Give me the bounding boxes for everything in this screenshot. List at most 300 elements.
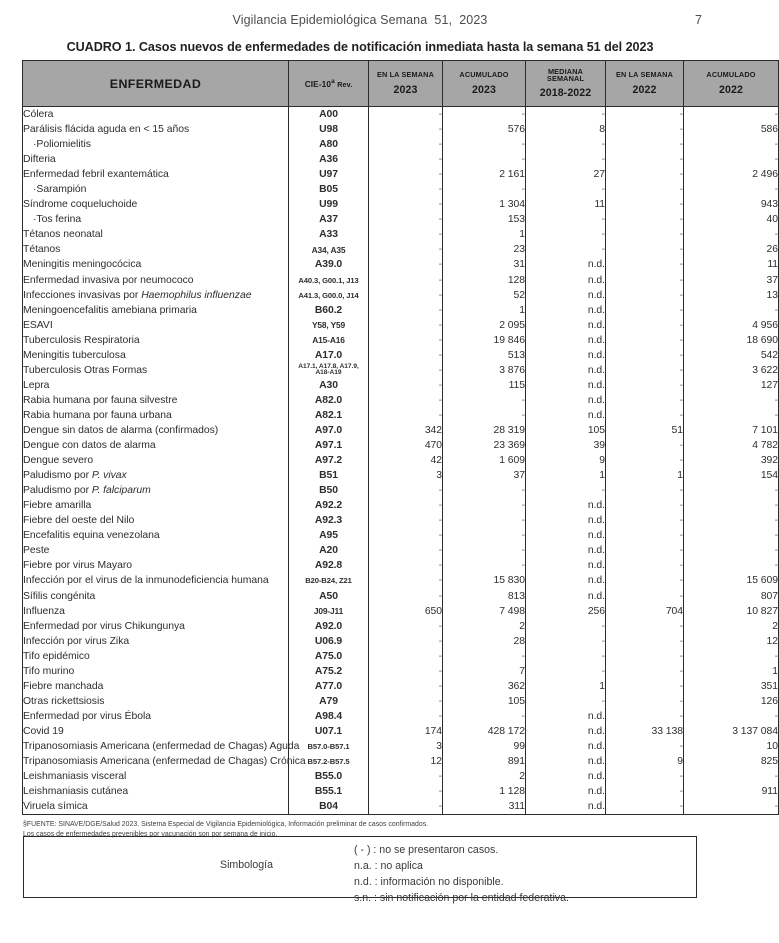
cell-semana-2022: - bbox=[606, 784, 684, 799]
cell-semana-2023: - bbox=[369, 152, 443, 167]
cell-semana-2023: - bbox=[369, 679, 443, 694]
table-row bbox=[23, 769, 779, 784]
cie10-code: B55.1 bbox=[314, 786, 343, 798]
cell-cie10-code bbox=[289, 634, 369, 649]
cell-cie10-code bbox=[289, 709, 369, 724]
cell-acumulado-2022: 154 bbox=[684, 468, 779, 483]
cell-acumulado-2023: 99 bbox=[443, 739, 526, 754]
cell-acumulado-2022: 542 bbox=[684, 348, 779, 363]
cell-enfermedad bbox=[23, 333, 289, 348]
cell-semana-2023: 342 bbox=[369, 423, 443, 438]
cell-acumulado-2022: - bbox=[684, 799, 779, 815]
cell-semana-2022: - bbox=[606, 483, 684, 498]
cell-semana-2022: - bbox=[606, 408, 684, 423]
cell-cie10-code bbox=[289, 122, 369, 137]
table-row bbox=[23, 543, 779, 558]
cell-acumulado-2023: 23 369 bbox=[443, 438, 526, 453]
cell-acumulado-2022: - bbox=[684, 227, 779, 242]
running-head-title: Vigilancia Epidemiológica Semana 51, 2023 bbox=[232, 13, 488, 27]
cell-semana-2023: - bbox=[369, 799, 443, 815]
cell-enfermedad bbox=[23, 498, 289, 513]
cell-semana-2022: - bbox=[606, 288, 684, 303]
cell-semana-2023: 470 bbox=[369, 438, 443, 453]
cell-semana-2022: - bbox=[606, 152, 684, 167]
enfermedad-label: Enfermedad por virus Ébola bbox=[23, 710, 152, 722]
cell-semana-2022: - bbox=[606, 664, 684, 679]
cell-cie10-code bbox=[289, 664, 369, 679]
table-row bbox=[23, 724, 779, 739]
cell-mediana-semanal: - bbox=[526, 137, 606, 152]
cell-cie10-code bbox=[289, 318, 369, 333]
table-row bbox=[23, 408, 779, 423]
cell-semana-2023: - bbox=[369, 589, 443, 604]
cell-acumulado-2022: 586 bbox=[684, 122, 779, 137]
page-number: 7 bbox=[695, 13, 702, 27]
cell-mediana-semanal: n.d. bbox=[526, 318, 606, 333]
cie10-code: A92.8 bbox=[314, 560, 343, 572]
cie10-code: A34, A35 bbox=[311, 244, 346, 255]
cell-semana-2023: - bbox=[369, 182, 443, 197]
cell-mediana-semanal: 1 bbox=[526, 679, 606, 694]
cell-acumulado-2023: 813 bbox=[443, 589, 526, 604]
col-header-mediana-line1: MEDIANA bbox=[547, 66, 584, 76]
cell-acumulado-2022: - bbox=[684, 408, 779, 423]
cie10-code: A00 bbox=[319, 109, 338, 121]
enfermedad-label: Infección por virus Zika bbox=[23, 635, 130, 647]
cell-cie10-code bbox=[289, 498, 369, 513]
table-row bbox=[23, 348, 779, 363]
enfermedad-label: ·Poliomielitis bbox=[33, 139, 91, 151]
cie10-code: A40.3, G00.1, J13 bbox=[298, 275, 359, 285]
cell-acumulado-2023: 153 bbox=[443, 212, 526, 227]
col-header-semana-2023-line1: EN LA SEMANA bbox=[376, 69, 435, 79]
cell-semana-2022: - bbox=[606, 438, 684, 453]
cell-acumulado-2022: 40 bbox=[684, 212, 779, 227]
cell-acumulado-2022: 825 bbox=[684, 754, 779, 769]
cell-mediana-semanal: 9 bbox=[526, 453, 606, 468]
cell-cie10-code bbox=[289, 799, 369, 815]
legend-items bbox=[354, 842, 569, 906]
cie10-code: B20-B24, Z21 bbox=[305, 576, 352, 586]
enfermedad-label: Tuberculosis Otras Formas bbox=[23, 364, 148, 376]
cell-semana-2022: - bbox=[606, 107, 684, 123]
cell-acumulado-2022: 1 bbox=[684, 664, 779, 679]
cie10-code: U97 bbox=[319, 169, 338, 181]
cell-semana-2022: 9 bbox=[606, 754, 684, 769]
cie10-code: A77.0 bbox=[314, 680, 343, 692]
cell-acumulado-2022: - bbox=[684, 543, 779, 558]
enfermedad-label: Viruela símica bbox=[23, 801, 88, 813]
cie10-code: Y58, Y59 bbox=[311, 320, 346, 331]
cell-acumulado-2023: 31 bbox=[443, 257, 526, 272]
table-row bbox=[23, 453, 779, 468]
cell-cie10-code bbox=[289, 107, 369, 123]
cell-acumulado-2023: 115 bbox=[443, 378, 526, 393]
enfermedad-label: Infecciones invasivas por bbox=[23, 289, 142, 301]
cell-acumulado-2023: 7 498 bbox=[443, 604, 526, 619]
cell-mediana-semanal: - bbox=[526, 152, 606, 167]
enfermedad-label: Meningoencefalitis amebiana primaria bbox=[23, 304, 197, 316]
cell-semana-2023: 42 bbox=[369, 453, 443, 468]
cell-acumulado-2023: 2 161 bbox=[443, 167, 526, 182]
cell-acumulado-2022: - bbox=[684, 769, 779, 784]
cell-enfermedad bbox=[23, 468, 289, 483]
cell-semana-2022: - bbox=[606, 634, 684, 649]
enfermedad-label: Tétanos bbox=[23, 244, 61, 256]
cell-mediana-semanal: n.d. bbox=[526, 573, 606, 588]
cell-acumulado-2023: 23 bbox=[443, 242, 526, 257]
cell-semana-2022: - bbox=[606, 498, 684, 513]
cell-semana-2023: - bbox=[369, 513, 443, 528]
cell-enfermedad bbox=[23, 273, 289, 288]
cell-cie10-code bbox=[289, 152, 369, 167]
cell-semana-2023: - bbox=[369, 318, 443, 333]
cell-mediana-semanal: n.d. bbox=[526, 498, 606, 513]
enfermedad-label: Síndrome coqueluchoide bbox=[23, 199, 138, 211]
cie10-code: A75.2 bbox=[314, 665, 343, 677]
cell-semana-2022: - bbox=[606, 513, 684, 528]
cell-cie10-code bbox=[289, 167, 369, 182]
enfermedad-label: Cólera bbox=[23, 109, 54, 121]
cie10-code: A98.4 bbox=[314, 710, 343, 722]
cell-semana-2023: - bbox=[369, 619, 443, 634]
cell-mediana-semanal: 11 bbox=[526, 197, 606, 212]
cie10-code: A97.2 bbox=[314, 455, 343, 467]
cie10-code: A92.0 bbox=[314, 620, 343, 632]
cell-semana-2022: - bbox=[606, 182, 684, 197]
cell-acumulado-2023: 2 095 bbox=[443, 318, 526, 333]
cell-semana-2022: - bbox=[606, 197, 684, 212]
cell-cie10-code bbox=[289, 468, 369, 483]
enfermedad-label: Infección por el virus de la inmunodeficiencia humana bbox=[23, 575, 269, 587]
cell-acumulado-2022: - bbox=[684, 303, 779, 318]
cell-enfermedad bbox=[23, 483, 289, 498]
table-body bbox=[23, 107, 779, 815]
col-header-semana-2023-line2: 2023 bbox=[393, 83, 418, 96]
enfermedad-label: Fiebre manchada bbox=[23, 680, 104, 692]
cell-enfermedad bbox=[23, 513, 289, 528]
cell-enfermedad bbox=[23, 754, 306, 769]
cie10-code: A33 bbox=[319, 229, 338, 241]
cell-enfermedad bbox=[23, 167, 289, 182]
table-row bbox=[23, 528, 779, 543]
table-row bbox=[23, 649, 779, 664]
cell-acumulado-2022: 3 622 bbox=[684, 363, 779, 378]
cie10-code-line2: A18-A19 bbox=[315, 369, 342, 377]
cell-semana-2023: - bbox=[369, 212, 443, 227]
cell-semana-2023: - bbox=[369, 197, 443, 212]
cell-semana-2022: 33 138 bbox=[606, 724, 684, 739]
cell-cie10-code bbox=[289, 513, 369, 528]
table-row bbox=[23, 393, 779, 408]
cell-acumulado-2022: - bbox=[684, 182, 779, 197]
enfermedad-label: Leishmaniasis cutánea bbox=[23, 786, 129, 798]
cell-acumulado-2022: 807 bbox=[684, 589, 779, 604]
col-header-acumulado-2022 bbox=[684, 61, 779, 107]
cell-cie10-code bbox=[289, 378, 369, 393]
cell-enfermedad bbox=[23, 137, 289, 152]
cell-enfermedad bbox=[23, 724, 289, 739]
cell-cie10-code bbox=[289, 197, 369, 212]
cell-cie10-code bbox=[289, 242, 369, 257]
cell-acumulado-2023: - bbox=[443, 393, 526, 408]
cell-acumulado-2023: - bbox=[443, 543, 526, 558]
footnote-source: §FUENTE: SINAVE/DGE/Salud 2023. Sistema Especial de Vigilancia Epidemiológica, Información preliminar de casos confirmados. bbox=[23, 821, 429, 828]
cell-acumulado-2023: 1 128 bbox=[443, 784, 526, 799]
cell-mediana-semanal: - bbox=[526, 242, 606, 257]
cell-semana-2022: 51 bbox=[606, 423, 684, 438]
cell-semana-2022: - bbox=[606, 589, 684, 604]
cell-semana-2022: - bbox=[606, 528, 684, 543]
table-row bbox=[23, 423, 779, 438]
diseases-table bbox=[22, 60, 779, 815]
cell-semana-2023: - bbox=[369, 543, 443, 558]
legend-item: ( - ) : no se presentaron casos. bbox=[354, 844, 499, 856]
cell-enfermedad bbox=[23, 363, 289, 378]
cell-semana-2022: - bbox=[606, 212, 684, 227]
cell-acumulado-2023: 576 bbox=[443, 122, 526, 137]
table-row bbox=[23, 242, 779, 257]
cell-mediana-semanal: n.d. bbox=[526, 528, 606, 543]
enfermedad-label: Rabia humana por fauna urbana bbox=[23, 409, 172, 421]
cell-cie10-code bbox=[289, 694, 369, 709]
legend-item: n.d. : información no disponible. bbox=[354, 876, 504, 889]
cell-mediana-semanal: n.d. bbox=[526, 754, 606, 769]
cell-cie10-code bbox=[289, 453, 369, 468]
cell-acumulado-2022: - bbox=[684, 107, 779, 123]
table-row bbox=[23, 107, 779, 123]
cell-cie10-code bbox=[289, 604, 369, 619]
table-row bbox=[23, 167, 779, 182]
col-header-cie10 bbox=[289, 61, 369, 107]
cell-mediana-semanal: n.d. bbox=[526, 558, 606, 573]
cell-semana-2022: - bbox=[606, 167, 684, 182]
cell-acumulado-2022: 911 bbox=[684, 784, 779, 799]
cell-acumulado-2023: - bbox=[443, 528, 526, 543]
cell-semana-2022: - bbox=[606, 363, 684, 378]
legend-box bbox=[23, 836, 697, 905]
cell-acumulado-2022: - bbox=[684, 498, 779, 513]
cell-acumulado-2023: 1 bbox=[443, 303, 526, 318]
col-header-acumulado-2022-line2: 2022 bbox=[719, 83, 743, 96]
table-row bbox=[23, 318, 779, 333]
cell-semana-2022: - bbox=[606, 694, 684, 709]
cell-semana-2022: - bbox=[606, 558, 684, 573]
cell-semana-2022: - bbox=[606, 799, 684, 815]
enfermedad-label: Tétanos neonatal bbox=[23, 229, 103, 241]
cell-enfermedad bbox=[23, 573, 289, 588]
cell-semana-2022: - bbox=[606, 257, 684, 272]
cell-semana-2022: - bbox=[606, 227, 684, 242]
enfermedad-label: Sífilis congénita bbox=[23, 590, 96, 602]
cell-acumulado-2022: 943 bbox=[684, 197, 779, 212]
cell-acumulado-2022: - bbox=[684, 709, 779, 724]
cell-mediana-semanal: 1 bbox=[526, 468, 606, 483]
enfermedad-label: Leishmaniasis visceral bbox=[23, 771, 127, 783]
table-row bbox=[23, 288, 779, 303]
table-row bbox=[23, 679, 779, 694]
cell-cie10-code bbox=[289, 558, 369, 573]
cie10-code: A39.0 bbox=[314, 259, 343, 271]
cell-acumulado-2023: 28 bbox=[443, 634, 526, 649]
cell-semana-2023: - bbox=[369, 137, 443, 152]
cell-mediana-semanal: 256 bbox=[526, 604, 606, 619]
cell-acumulado-2023: 513 bbox=[443, 348, 526, 363]
cell-semana-2022: - bbox=[606, 318, 684, 333]
cie-label: CIE-10 bbox=[304, 78, 332, 89]
cell-semana-2023: - bbox=[369, 363, 443, 378]
cie-rev-label: Rev. bbox=[337, 79, 353, 89]
cell-acumulado-2023: 19 846 bbox=[443, 333, 526, 348]
enfermedad-label: Tifo epidémico bbox=[23, 650, 90, 662]
cell-acumulado-2023: 128 bbox=[443, 273, 526, 288]
cell-acumulado-2022: 392 bbox=[684, 453, 779, 468]
table-row bbox=[23, 363, 779, 378]
cell-enfermedad bbox=[23, 784, 289, 799]
table-row bbox=[23, 212, 779, 227]
cie10-code: B57.0-B57.1 bbox=[307, 741, 350, 751]
cell-mediana-semanal: n.d. bbox=[526, 589, 606, 604]
cell-acumulado-2023: 1 bbox=[443, 227, 526, 242]
enfermedad-label: Influenza bbox=[23, 605, 65, 617]
table-row bbox=[23, 152, 779, 167]
cie10-code: U06.9 bbox=[314, 635, 343, 647]
enfermedad-label: Covid 19 bbox=[23, 725, 64, 737]
cell-enfermedad bbox=[23, 348, 289, 363]
enfermedad-label: Rabia humana por fauna silvestre bbox=[23, 394, 178, 406]
cell-mediana-semanal: 8 bbox=[526, 122, 606, 137]
enfermedad-label: Tifo murino bbox=[23, 665, 75, 677]
cell-cie10-code bbox=[289, 212, 369, 227]
cell-cie10-code bbox=[289, 288, 369, 303]
cell-cie10-code bbox=[289, 227, 369, 242]
cell-acumulado-2022: 18 690 bbox=[684, 333, 779, 348]
footnote-vaccine-note: Los casos de enfermedades prevenibles por vacunación son por semana de inicio. bbox=[23, 830, 278, 838]
cell-enfermedad bbox=[23, 182, 289, 197]
cie10-code: B04 bbox=[319, 801, 338, 813]
enfermedad-label: Paludismo por bbox=[23, 485, 92, 497]
cell-enfermedad bbox=[23, 694, 289, 709]
cell-mediana-semanal: n.d. bbox=[526, 513, 606, 528]
cie10-code: A97.0 bbox=[314, 425, 343, 436]
running-head bbox=[0, 13, 720, 33]
cell-acumulado-2022: - bbox=[684, 528, 779, 543]
enfermedad-label: Meningitis meningocócica bbox=[23, 259, 142, 271]
table-row bbox=[23, 739, 779, 754]
enfermedad-label: Parálisis flácida aguda en < 15 años bbox=[23, 124, 190, 136]
enfermedad-species-name: P. vivax bbox=[91, 470, 127, 482]
table-row bbox=[23, 784, 779, 799]
cell-cie10-code bbox=[289, 619, 369, 634]
cell-mediana-semanal: n.d. bbox=[526, 769, 606, 784]
cie10-code: U07.1 bbox=[314, 725, 343, 737]
cell-cie10-code bbox=[289, 333, 369, 348]
cell-cie10-code bbox=[289, 589, 369, 604]
cell-cie10-code bbox=[289, 543, 369, 558]
cell-cie10-code bbox=[289, 724, 369, 739]
cell-semana-2023: 3 bbox=[369, 468, 443, 483]
col-header-acumulado-2022-line1: ACUMULADO bbox=[706, 69, 756, 79]
cell-enfermedad bbox=[23, 543, 289, 558]
table-header bbox=[23, 61, 779, 107]
cell-mediana-semanal: - bbox=[526, 227, 606, 242]
cell-semana-2023: - bbox=[369, 393, 443, 408]
table-row bbox=[23, 257, 779, 272]
cell-semana-2022: - bbox=[606, 273, 684, 288]
cell-mediana-semanal: - bbox=[526, 634, 606, 649]
enfermedad-label: Tuberculosis Respiratoria bbox=[23, 334, 140, 346]
cell-mediana-semanal: 105 bbox=[526, 423, 606, 438]
cell-mediana-semanal: - bbox=[526, 107, 606, 123]
cie10-code: U98 bbox=[319, 124, 338, 136]
enfermedad-label: Peste bbox=[23, 545, 50, 557]
table-row bbox=[23, 573, 779, 588]
table-row bbox=[23, 468, 779, 483]
cell-mediana-semanal: - bbox=[526, 649, 606, 664]
cell-acumulado-2022: 3 137 084 bbox=[684, 724, 779, 739]
cell-acumulado-2022: - bbox=[684, 513, 779, 528]
cell-mediana-semanal: n.d. bbox=[526, 784, 606, 799]
cell-semana-2023: - bbox=[369, 649, 443, 664]
cell-cie10-code bbox=[289, 137, 369, 152]
cell-semana-2022: - bbox=[606, 769, 684, 784]
cell-mediana-semanal: n.d. bbox=[526, 799, 606, 815]
cell-mediana-semanal: n.d. bbox=[526, 333, 606, 348]
table-row bbox=[23, 558, 779, 573]
page-title: CUADRO 1. Casos nuevos de enfermedades de notificación inmediata hasta la semana 51 del 2023 bbox=[66, 40, 654, 54]
cell-enfermedad bbox=[23, 664, 289, 679]
table-row bbox=[23, 754, 779, 769]
cell-acumulado-2022: 2 bbox=[684, 619, 779, 634]
cell-acumulado-2022: 127 bbox=[684, 378, 779, 393]
enfermedad-label: Paludismo por bbox=[23, 470, 92, 482]
table-row bbox=[23, 273, 779, 288]
cell-mediana-semanal: n.d. bbox=[526, 363, 606, 378]
cell-acumulado-2023: - bbox=[443, 182, 526, 197]
cell-semana-2023: - bbox=[369, 558, 443, 573]
cell-semana-2022: - bbox=[606, 348, 684, 363]
table-row bbox=[23, 483, 779, 498]
table-row bbox=[23, 137, 779, 152]
col-header-mediana-line2: 2018-2022 bbox=[539, 86, 592, 99]
col-header-acumulado-2023-line2: 2023 bbox=[472, 83, 496, 96]
cie10-code: J09-J11 bbox=[313, 606, 344, 617]
cie10-code: A79 bbox=[319, 695, 338, 707]
cie10-code: A75.0 bbox=[314, 650, 343, 662]
cell-enfermedad bbox=[23, 197, 289, 212]
cell-semana-2023: - bbox=[369, 694, 443, 709]
cell-enfermedad bbox=[23, 453, 289, 468]
legend-item: s.n. : sin notificación por la entidad federativa. bbox=[354, 892, 569, 905]
cell-acumulado-2023: 2 bbox=[443, 769, 526, 784]
cie10-code: A17.1, A17.8, A17.9, bbox=[298, 362, 359, 370]
cell-semana-2023: - bbox=[369, 122, 443, 137]
cell-semana-2023: - bbox=[369, 498, 443, 513]
cell-acumulado-2023: 1 304 bbox=[443, 197, 526, 212]
cell-mediana-semanal: n.d. bbox=[526, 288, 606, 303]
cell-enfermedad bbox=[23, 393, 289, 408]
cell-semana-2023: - bbox=[369, 784, 443, 799]
cell-acumulado-2023: - bbox=[443, 107, 526, 123]
cell-semana-2023: - bbox=[369, 483, 443, 498]
table-row bbox=[23, 333, 779, 348]
cell-cie10-code bbox=[289, 423, 369, 438]
cell-acumulado-2023: - bbox=[443, 408, 526, 423]
cie10-code: A82.1 bbox=[314, 409, 343, 421]
cell-cie10-code bbox=[289, 408, 369, 423]
table-row bbox=[23, 303, 779, 318]
cell-cie10-code bbox=[289, 348, 369, 363]
